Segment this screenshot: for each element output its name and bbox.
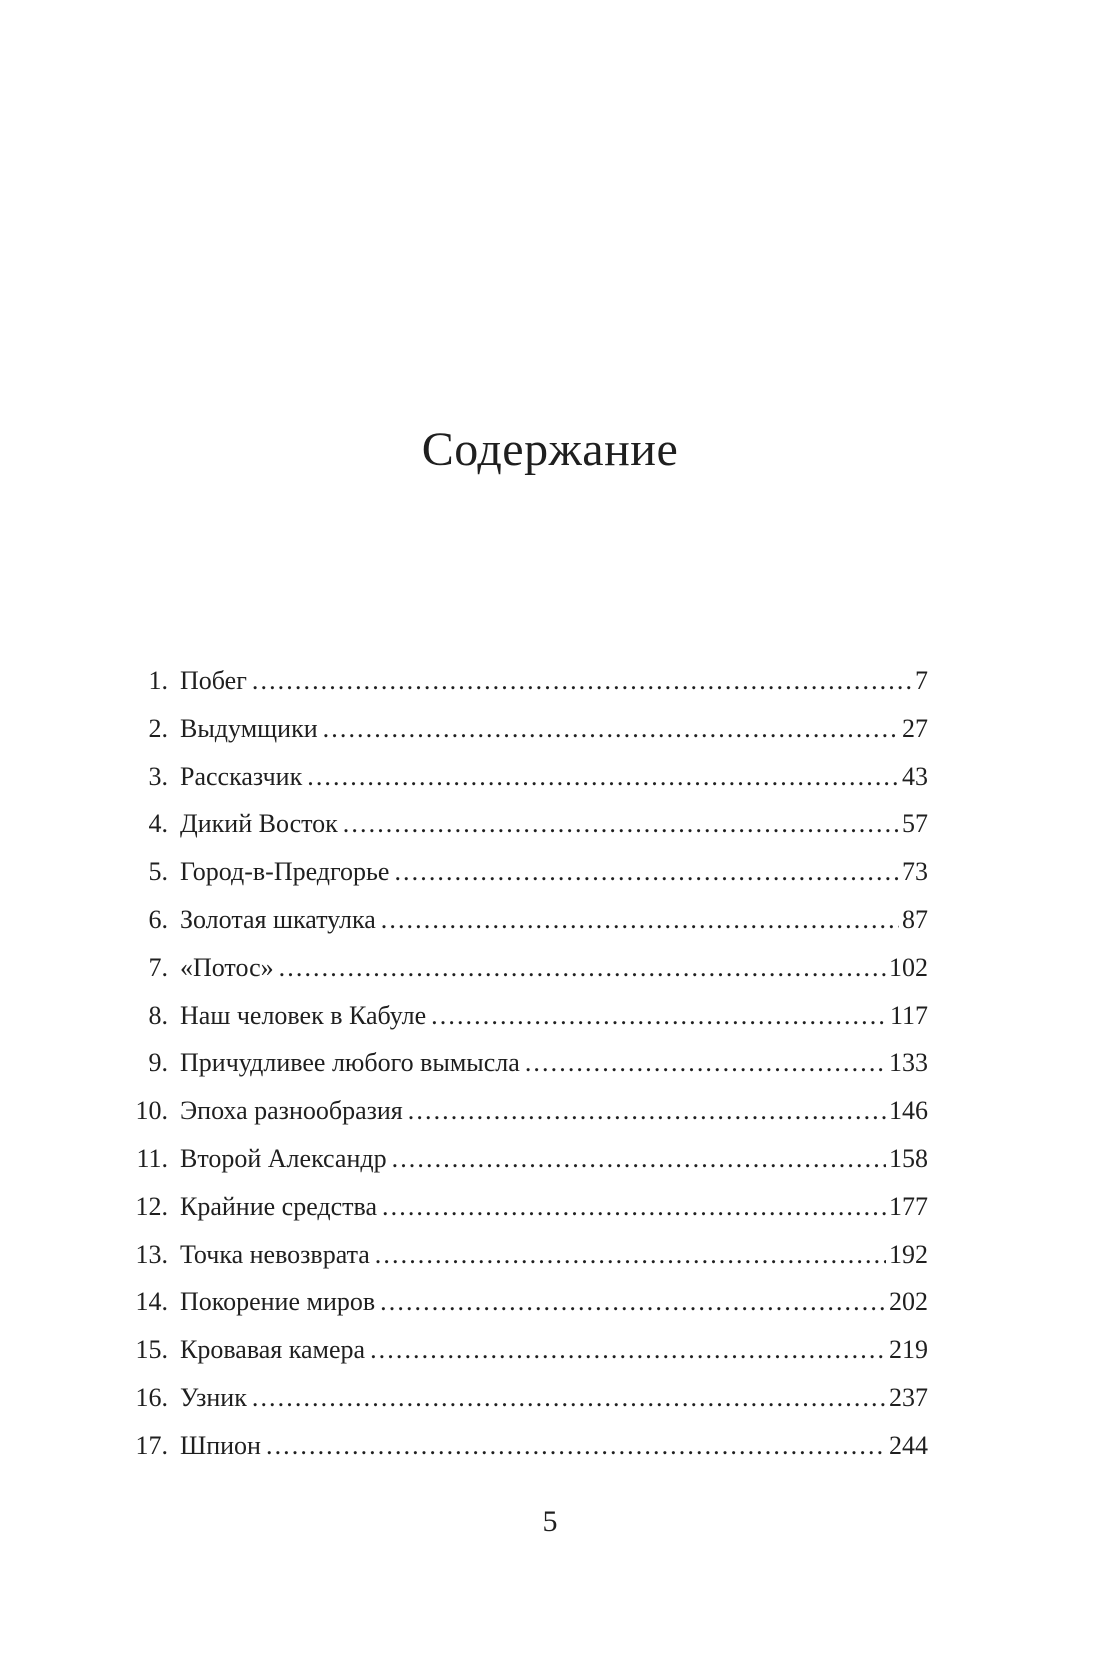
toc-leader-dots [375, 1231, 886, 1279]
toc-entry [120, 1422, 928, 1470]
toc-leader-dots [525, 1039, 886, 1087]
toc-entry [120, 992, 928, 1040]
toc-entry [120, 753, 928, 801]
toc-entry-page: 237 [889, 1382, 928, 1412]
toc-leader-dots [307, 753, 899, 801]
toc-entry-page: 102 [889, 952, 928, 982]
toc-entry [120, 896, 928, 944]
toc-leader-dots [381, 896, 899, 944]
toc-entry [120, 1039, 928, 1087]
page-number: 5 [542, 1505, 558, 1538]
toc-entry-page: 87 [902, 904, 928, 934]
toc-leader-dots [431, 992, 887, 1040]
toc-leader-dots [279, 944, 886, 992]
toc-entry-title: Кровавая камера [180, 1335, 366, 1365]
toc-entry [120, 1087, 928, 1135]
toc-entry [120, 1374, 928, 1422]
toc-entry-number: 2. [148, 713, 168, 743]
toc-entry-number: 11. [136, 1143, 168, 1173]
toc-entry-page: 219 [889, 1335, 928, 1365]
toc-entry-title: Крайние средства [180, 1191, 378, 1221]
toc-leader-dots [266, 1422, 886, 1470]
toc-entry-number: 4. [148, 809, 168, 839]
toc-leader-dots [392, 1135, 886, 1183]
toc-entry [120, 800, 928, 848]
toc-entry-number: 1. [148, 666, 168, 695]
toc-entry-page: 133 [889, 1048, 928, 1078]
toc-entry-page: 192 [889, 1239, 928, 1269]
toc-entry-page: 202 [889, 1287, 928, 1317]
toc-entry-title: Эпоха разнообразия [180, 1096, 403, 1126]
toc-entry-title: Золотая шкатулка [180, 904, 376, 934]
page-title: Содержание [421, 423, 679, 476]
toc-entry-title: Причудливее любого вымысла [180, 1048, 520, 1078]
toc-entry [120, 705, 928, 753]
toc-entry-number: 16. [135, 1382, 168, 1412]
toc-entry-page: 57 [902, 809, 928, 839]
toc-entry-title: Точка невозврата [180, 1239, 370, 1269]
toc-leader-dots [370, 1326, 886, 1374]
toc-entry-number: 6. [148, 904, 168, 934]
toc-entry-page: 43 [902, 761, 928, 791]
toc-entry-title: Шпион [180, 1430, 261, 1460]
toc-entry-number: 14. [135, 1287, 168, 1317]
toc-entry-title: Наш человек в Кабуле [180, 1000, 427, 1030]
toc-entry-number: 13. [135, 1239, 168, 1269]
toc-entry-number: 9. [148, 1048, 168, 1078]
toc-entry-number: 7. [148, 952, 168, 982]
toc-entry-title: Узник [180, 1382, 247, 1412]
toc-entry-title: Дикий Восток [180, 809, 338, 839]
toc-entry-title: Побег [180, 666, 247, 695]
toc-entry [120, 1183, 928, 1231]
toc-entry [120, 1326, 928, 1374]
toc-entry-number: 5. [148, 857, 168, 887]
toc-entry [120, 657, 928, 705]
toc-entry-number: 17. [135, 1430, 168, 1460]
toc-leader-dots [323, 705, 899, 753]
toc-entry [120, 944, 928, 992]
toc-entry-page: 146 [889, 1096, 928, 1126]
toc-entry-title: Рассказчик [180, 761, 303, 791]
toc-entry-page: 7 [915, 666, 928, 695]
toc-entry-title: Город-в-Предгорье [180, 857, 390, 887]
toc-entry-title: Второй Александр [180, 1143, 387, 1173]
toc-entry-page: 158 [889, 1143, 928, 1173]
toc-entry-title: Выдумщики [180, 713, 318, 743]
table-of-contents [120, 657, 928, 1470]
toc-leader-dots [408, 1087, 886, 1135]
toc-entry [120, 1231, 928, 1279]
toc-leader-dots [382, 1183, 886, 1231]
toc-leader-dots [380, 1278, 886, 1326]
toc-entry-title: Покорение миров [180, 1287, 376, 1317]
toc-entry-number: 10. [135, 1096, 168, 1126]
toc-leader-dots [343, 800, 899, 848]
toc-entry-number: 12. [135, 1191, 168, 1221]
toc-entry-page: 73 [902, 857, 928, 887]
toc-leader-dots [252, 1374, 886, 1422]
toc-leader-dots [252, 657, 912, 705]
toc-entry [120, 1135, 928, 1183]
toc-entry-page: 244 [889, 1430, 928, 1460]
toc-entry-number: 15. [135, 1335, 168, 1365]
toc-entry [120, 1278, 928, 1326]
toc-entry-number: 8. [148, 1000, 168, 1030]
toc-entry [120, 848, 928, 896]
toc-entry-page: 117 [889, 1000, 928, 1030]
toc-entry-page: 27 [902, 713, 928, 743]
toc-leader-dots [394, 848, 899, 896]
toc-entry-title: «Потос» [180, 952, 274, 982]
toc-entry-number: 3. [148, 761, 168, 791]
toc-entry-page: 177 [889, 1191, 928, 1221]
